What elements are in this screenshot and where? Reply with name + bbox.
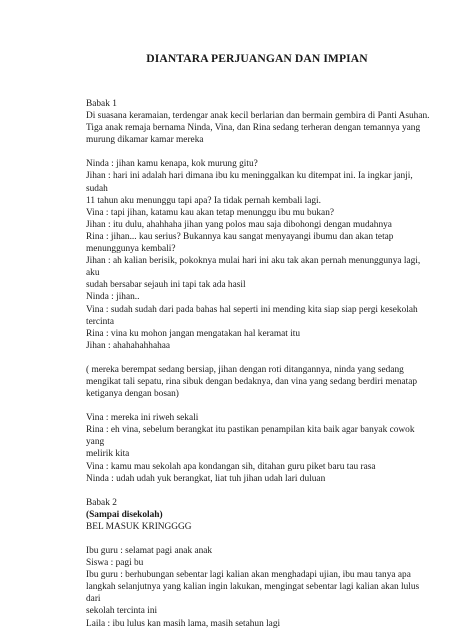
text-line: Rina : eh vina, sebelum berangkat itu pastikan penampilan kita baik agar banyak cowok yang	[86, 425, 417, 448]
babak-1	[86, 98, 434, 485]
text-line: 11 tahun aku menunggu tapi apa? Ia tidak pernah kembali lagi.	[86, 195, 321, 206]
text-line: Babak 1	[86, 99, 117, 109]
text-line: Ninda : udah udah yuk berangkat, liat tuh jihan udah lari duluan	[86, 473, 326, 484]
text-line: Tiga anak remaja bernama Ninda, Vina, dan Rina sedang terheran dengan temannya yang	[86, 123, 421, 134]
text-line: Vina : kamu mau sekolah apa kondangan sih, ditahan guru piket baru tau rasa	[86, 461, 376, 472]
text-line: Ibu guru : selamat pagi anak anak	[86, 546, 213, 556]
text-line: sudah bersabar sejauh ini tapi tak ada hasil	[86, 280, 246, 291]
text-line: Di suasana keramaian, terdengar anak kecil berlarian dan bermain gembira di Panti Asuhan.	[86, 111, 430, 122]
text-line: Rina : jihan... kau serius? Bukannya kau sangat menyayangi ibumu dan akan tetap	[86, 231, 394, 242]
text-line: Jihan : itu dulu, ahahhaha jihan yang polos mau saja dibohongi dengan mudahnya	[86, 219, 392, 230]
section-heading: Babak 2	[86, 497, 117, 508]
text-line: Vina : mereka ini riweh sekali	[86, 413, 199, 424]
section-subheading: (Sampai disekolah)	[86, 509, 163, 520]
text-line: Ninda : jihan kamu kenapa, kok murung gitu?	[86, 159, 258, 170]
paragraph-intro	[86, 98, 434, 146]
text-line: menunggunya kembali?	[86, 244, 176, 255]
text-line: Ninda : jihan..	[86, 292, 140, 303]
text-line: Vina : sudah sudah dari pada bahas hal seperti ini mending kita siap siap pergi kesekolah	[86, 304, 418, 315]
text-line: Rina : vina ku mohon jangan mengatakan hal keramat itu	[86, 328, 301, 339]
text-line: langkah selanjutnya yang kalian ingin lakukan, mengingat sebentar lagi kalian akan lulus dari	[86, 582, 422, 605]
paragraph-dialogue-1	[86, 158, 434, 352]
text-line: sekolah tercinta ini	[86, 606, 158, 617]
paragraph-stage-direction	[86, 364, 434, 400]
text-line: mengikat tali sepatu, rina sibuk dengan bedaknya, dan vina yang sedang berdiri menatap	[86, 376, 418, 387]
text-line: Ibu guru : berhubungan sebentar lagi kalian akan menghadapi ujian, ibu mau tanya apa	[86, 570, 411, 581]
text-line: Jihan : hari ini adalah hari dimana ibu ku meninggalkan ku ditempat ini. Ia ingkar janji, sudah	[86, 171, 416, 194]
text-line: Siswa : pagi bu	[86, 558, 144, 569]
babak-2	[86, 497, 434, 630]
text-line: melirik kita	[86, 449, 130, 460]
babak-2-header	[86, 497, 434, 533]
text-line: ketiganya dengan bosan)	[86, 389, 179, 400]
text-line: Jihan : ah kalian berisik, pokoknya mulai hari ini aku tak akan pernah menunggunya lagi, aku	[86, 256, 423, 279]
text-line: Jihan : ahahahahhahaa	[86, 340, 171, 351]
text-line: Vina : tapi jihan, katamu kau akan tetap menunggu ibu mu bukan?	[86, 207, 335, 218]
paragraph-dialogue-2	[86, 412, 434, 485]
text-line: tercinta	[86, 316, 115, 327]
babak-2-dialogue	[86, 545, 434, 630]
text-line: Laila : ibu lulus kan masih lama, masih setahun lagi	[86, 618, 281, 629]
document-title: DIANTARA PERJUANGAN DAN IMPIAN	[146, 52, 368, 65]
bell-line: BEL MASUK KRINGGGG	[86, 521, 192, 532]
text-line: murung dikamar kamar mereka	[86, 135, 204, 146]
text-line: ( mereka berempat sedang bersiap, jihan dengan roti ditangannya, ninda yang sedang	[86, 364, 404, 375]
